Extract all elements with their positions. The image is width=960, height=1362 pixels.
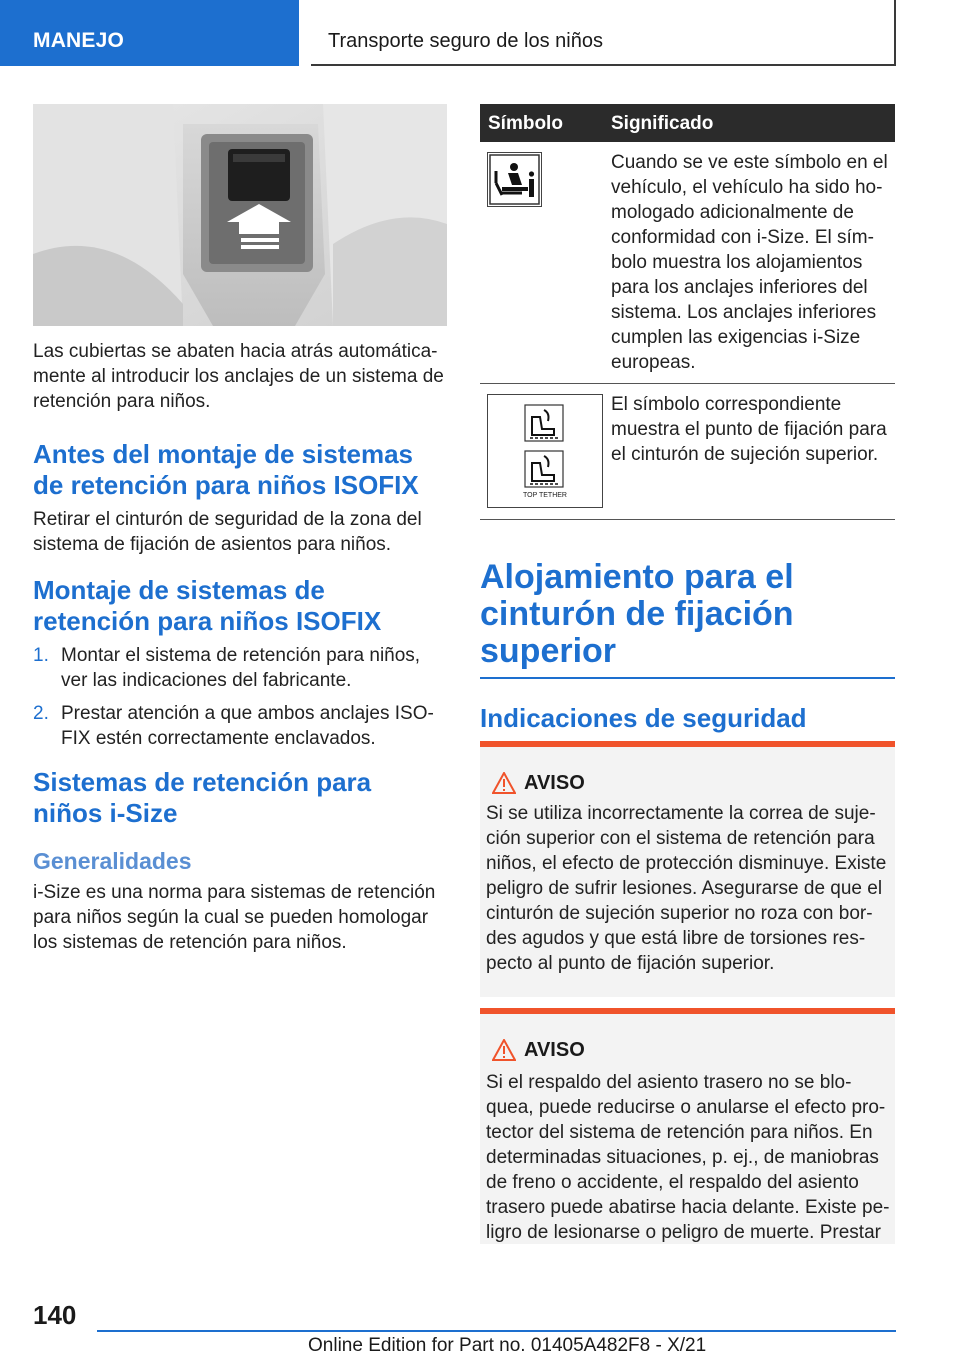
photo-caption: Las cubiertas se abaten hacia atrás automática-mente al introducir los anclajes de un sistema de retención para niños. [33,341,444,412]
heading-alojamiento: Alojamiento para el cinturón de fijación superior [480,558,794,670]
paragraph-generalidades: i-Size es una norma para sistemas de retención para niños según la cual se pueden homologar los sistemas de retención para niños. [33,882,436,953]
paragraph-antes-montaje: Retirar el cinturón de seguridad de la zona del sistema de fijación de asientos para niños. [33,509,422,555]
isize-seat-icon [487,152,542,207]
list-item: 1. Montar el sistema de retención para niños, ver las indicaciones del fabricante. [33,645,421,691]
table-header [480,104,895,142]
right-column-headings [480,559,895,734]
column-header-symbol: Símbolo [488,113,563,134]
top-tether-symbol-meaning: El símbolo correspondiente muestra el punto de fijación para el cinturón de sujeción superior. [611,394,887,465]
heading-montaje: Montaje de sistemas de retención para niños ISOFIX [33,575,382,636]
table-row [480,142,895,384]
warning-triangle-icon [492,772,516,794]
symbol-table [480,104,895,520]
warning-box [480,1008,895,1244]
warning-text: Si se utiliza incorrectamente la correa de suje-ción superior con el sistema de retención para niños, el efecto de protección disminuye. Existe peligro de sufrir lesiones. Asegurarse de que el cinturón de sujeción superior no roza con bor-des agudos y que está libre de torsiones res-pecto al punto de fijación superior. [486,803,887,974]
heading-antes-montaje: Antes del montaje de sistemas de retención para niños ISOFIX [33,439,419,500]
isize-symbol-meaning: Cuando se ve este símbolo en el vehículo, el vehículo ha sido ho-mologado adicionalmente de conformidad con i-Size. El sím-bolo muestra los alojamientos para los anclajes inferiores del sistema. Los anclajes inferiores cumplen las exigencias i-Size europeas. [611,152,888,373]
warning-title: AVISO [524,1039,585,1061]
heading-isize: Sistemas de retención para niños i-Size [33,767,372,828]
list-item: 2. Prestar atención a que ambos anclajes ISO-FIX estén correctamente enclavados. [33,703,434,749]
heading-divider [480,677,895,679]
chapter-header [311,0,896,66]
section-title: MANEJO [33,29,125,52]
heading-generalidades: Generalidades [33,848,192,874]
warning-text: Si el respaldo del asiento trasero no se blo-quea, puede reducirse o anularse el efecto pro-tector del sistema de retención para niños. En determinadas situaciones, p. ej., de maniobras de freno o accidente, el respaldo del asiento trasero puede abatirse hacia delante. Existe pe-ligro de lesionarse o peligro de muerte. Prestar [486,1072,890,1243]
warning-box [480,741,895,997]
page-number: 140 [33,1300,77,1330]
chapter-title: Transporte seguro de los niños [328,30,603,52]
warning-title: AVISO [524,772,585,794]
top-tether-label: TOP TETHER [523,492,567,499]
top-tether-icon [487,394,603,508]
section-tab [0,0,299,66]
montaje-steps [33,643,447,751]
column-header-meaning: Significado [611,113,714,134]
table-row [480,384,895,520]
left-column [33,104,447,955]
footer-divider [97,1330,896,1332]
warning-triangle-icon [492,1039,516,1061]
edition-footer: Online Edition for Part no. 01405A482F8 - X/21 [308,1335,707,1356]
heading-indicaciones: Indicaciones de seguridad [480,703,807,733]
isofix-cover-photo [33,104,447,326]
